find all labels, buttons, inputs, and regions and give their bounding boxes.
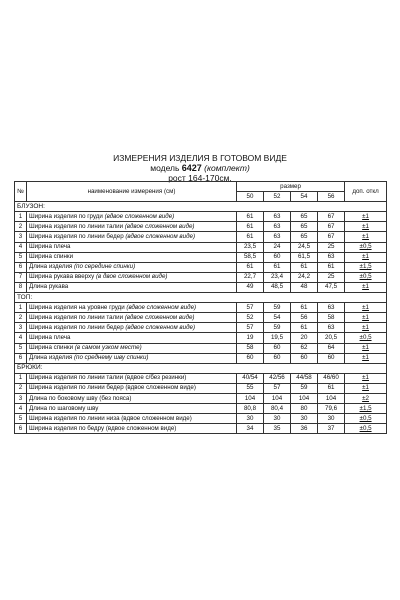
measurement-name (27, 353, 237, 363)
measurement-name (27, 242, 237, 252)
measurement-label: Ширина спинки (29, 253, 74, 261)
table-row (15, 252, 387, 262)
size-header: 56 (318, 192, 345, 202)
size-value: 80,4 (264, 404, 291, 414)
size-value: 49 (237, 282, 264, 292)
tolerance-value: ±0,5 (359, 243, 372, 251)
size-header: 52 (264, 192, 291, 202)
size-value: 44/58 (291, 373, 318, 383)
size-value: 42/56 (264, 373, 291, 383)
row-number: 1 (15, 212, 27, 222)
size-value: 80 (291, 404, 318, 414)
tolerance-cell (345, 252, 387, 262)
size-value: 22,7 (237, 272, 264, 282)
measurement-table (14, 181, 387, 434)
table-header-row (15, 182, 387, 192)
tolerance-value: ±1,5 (359, 404, 372, 412)
table-row (15, 313, 387, 323)
tolerance-value: ±0,5 (359, 414, 372, 422)
row-number: 5 (15, 414, 27, 424)
size-value: 79,6 (318, 404, 345, 414)
measurement-name (27, 252, 237, 262)
size-value: 47,5 (318, 282, 345, 292)
table-row (15, 343, 387, 353)
size-value: 54 (264, 313, 291, 323)
tolerance-cell (345, 232, 387, 242)
tolerance-cell (345, 242, 387, 252)
size-value: 48 (291, 282, 318, 292)
size-header: 54 (291, 192, 318, 202)
section-row (15, 202, 387, 212)
size-value: 104 (318, 393, 345, 403)
tolerance-value: ±0,5 (359, 424, 372, 432)
measurement-label: Ширина изделия по линии бедер (29, 233, 124, 241)
tolerance-value: ±0,5 (359, 273, 372, 281)
tolerance-cell (345, 323, 387, 333)
size-value: 61 (237, 232, 264, 242)
size-value: 61 (264, 262, 291, 272)
size-value: 67 (318, 222, 345, 232)
tolerance-cell (345, 262, 387, 272)
tolerance-value: ±1 (362, 253, 369, 261)
measurement-label: Ширина изделия по груди (29, 212, 103, 220)
measurement-note: (вдвое сложенном виде) (102, 212, 175, 220)
size-value: 36 (291, 424, 318, 434)
column-header-name: наименование измерения (см) (27, 182, 237, 202)
table-row (15, 272, 387, 282)
size-value: 61 (291, 323, 318, 333)
tolerance-value: ±1 (362, 344, 369, 352)
measurement-label: Длина по боковому шву (без пояса) (29, 394, 132, 402)
size-value: 56 (291, 313, 318, 323)
table-row (15, 353, 387, 363)
section-row (15, 363, 387, 373)
size-value: 57 (237, 303, 264, 313)
tolerance-cell (345, 282, 387, 292)
tolerance-value: ±1 (362, 283, 369, 291)
column-header-size: размер (237, 182, 345, 192)
section-title: ТОП: (15, 293, 387, 303)
size-value: 58 (237, 343, 264, 353)
size-value: 62 (291, 343, 318, 353)
row-number: 2 (15, 313, 27, 323)
measurement-label: Ширина изделия по линии низа (вдвое сложенном виде) (29, 414, 192, 422)
measurement-label: Ширина плеча (29, 333, 71, 341)
measurement-note: (в самом узком месте) (73, 344, 142, 352)
row-number: 4 (15, 333, 27, 343)
measurement-note: (вдвое сложенном виде) (123, 313, 195, 321)
size-value: 61 (318, 383, 345, 393)
size-value: 57 (237, 323, 264, 333)
measurement-label: Ширина изделия по линии талии (вдвое с/без резинки) (29, 374, 187, 382)
measurement-name (27, 262, 237, 272)
row-number: 7 (15, 272, 27, 282)
table-body (15, 202, 387, 434)
tolerance-value: ±0,5 (359, 333, 372, 341)
size-value: 61 (318, 262, 345, 272)
section-title: БРЮКИ: (15, 363, 387, 373)
measurement-name (27, 313, 237, 323)
size-value: 60 (264, 353, 291, 363)
model-note: (комплект) (201, 163, 250, 173)
measurement-label: Ширина плеча (29, 243, 71, 251)
row-number: 8 (15, 282, 27, 292)
size-value: 61,5 (291, 252, 318, 262)
size-value: 104 (237, 393, 264, 403)
measurement-name (27, 393, 237, 403)
document-title: ИЗМЕРЕНИЯ ИЗДЕЛИЯ В ГОТОВОМ ВИДЕ (113, 153, 287, 163)
size-value: 61 (291, 303, 318, 313)
section-row (15, 293, 387, 303)
size-value: 19,5 (264, 333, 291, 343)
tolerance-value: ±1 (362, 384, 369, 392)
tolerance-cell (345, 383, 387, 393)
table-row (15, 282, 387, 292)
measurement-label: Длина изделия (29, 354, 73, 362)
measurement-name (27, 333, 237, 343)
row-number: 1 (15, 303, 27, 313)
tolerance-value: ±1 (362, 354, 369, 362)
tolerance-cell (345, 212, 387, 222)
measurement-name (27, 404, 237, 414)
size-value: 30 (237, 414, 264, 424)
size-value: 64 (318, 343, 345, 353)
measurement-name (27, 414, 237, 424)
measurement-name (27, 222, 237, 232)
size-value: 40/54 (237, 373, 264, 383)
size-value: 24 (264, 242, 291, 252)
size-value: 63 (318, 303, 345, 313)
tolerance-value: ±1 (362, 313, 369, 321)
table-row (15, 242, 387, 252)
size-value: 63 (264, 232, 291, 242)
size-value: 104 (291, 393, 318, 403)
measurement-name (27, 424, 237, 434)
size-value: 63 (264, 222, 291, 232)
size-value: 80,8 (237, 404, 264, 414)
measurement-label: Ширина изделия по бедру (вдвое сложенном виде) (29, 424, 177, 432)
tolerance-cell (345, 353, 387, 363)
size-value: 58 (318, 313, 345, 323)
tolerance-value: ±1 (362, 212, 369, 220)
table-row (15, 303, 387, 313)
size-value: 60 (291, 353, 318, 363)
model-number: 6427 (181, 163, 202, 173)
row-number: 2 (15, 383, 27, 393)
size-value: 25 (318, 242, 345, 252)
size-value: 60 (264, 343, 291, 353)
size-value: 19 (237, 333, 264, 343)
size-value: 48,5 (264, 282, 291, 292)
row-number: 1 (15, 373, 27, 383)
size-header: 50 (237, 192, 264, 202)
table-row (15, 404, 387, 414)
height-line: рост 164-170см. (168, 173, 232, 183)
size-value: 104 (264, 393, 291, 403)
table-row (15, 222, 387, 232)
row-number: 3 (15, 393, 27, 403)
tolerance-cell (345, 303, 387, 313)
measurement-label: Ширина рукава вверху (29, 273, 95, 281)
measurement-label: Ширина спинки (29, 344, 74, 352)
size-value: 37 (318, 424, 345, 434)
table-row (15, 373, 387, 383)
measurement-name (27, 383, 237, 393)
size-value: 65 (291, 212, 318, 222)
tolerance-cell (345, 222, 387, 232)
row-number: 4 (15, 404, 27, 414)
row-number: 3 (15, 323, 27, 333)
measurement-name (27, 303, 237, 313)
size-value: 63 (318, 323, 345, 333)
measurement-name (27, 212, 237, 222)
tolerance-value: ±1 (362, 323, 369, 331)
tolerance-value: ±1 (362, 374, 369, 382)
row-number: 2 (15, 222, 27, 232)
measurement-note: (вдвое сложенном виде) (124, 303, 197, 311)
row-number: 6 (15, 353, 27, 363)
size-value: 65 (291, 232, 318, 242)
size-value: 46/60 (318, 373, 345, 383)
tolerance-cell (345, 373, 387, 383)
measurement-label: Ширина изделия по линии бедер (вдвое сложенном виде) (29, 384, 196, 392)
measurement-note: (вдвое сложенном виде) (123, 233, 196, 241)
tolerance-value: ±1 (362, 222, 369, 230)
tolerance-cell (345, 333, 387, 343)
row-number: 5 (15, 343, 27, 353)
size-value: 63 (318, 252, 345, 262)
table-row (15, 323, 387, 333)
table-row (15, 262, 387, 272)
measurement-label: Ширина изделия по линии талии (29, 313, 124, 321)
row-number: 3 (15, 232, 27, 242)
size-value: 59 (264, 323, 291, 333)
size-value: 30 (318, 414, 345, 424)
tolerance-cell (345, 414, 387, 424)
size-value: 67 (318, 232, 345, 242)
size-value: 23,4 (264, 272, 291, 282)
tolerance-value: ±1 (362, 233, 369, 241)
measurement-note: (в двое сложенном виде) (94, 273, 168, 281)
measurement-name (27, 272, 237, 282)
row-number: 6 (15, 424, 27, 434)
size-value: 61 (237, 212, 264, 222)
column-header-tolerance: доп. откл (345, 182, 387, 202)
table-row (15, 414, 387, 424)
size-value: 57 (264, 383, 291, 393)
tolerance-value: ±1 (362, 303, 369, 311)
measurement-name (27, 373, 237, 383)
size-value: 61 (237, 262, 264, 272)
size-value: 59 (264, 303, 291, 313)
size-value: 20,5 (318, 333, 345, 343)
size-value: 20 (291, 333, 318, 343)
size-value: 60 (318, 353, 345, 363)
size-value: 35 (264, 424, 291, 434)
section-title: БЛУЗОН: (15, 202, 387, 212)
tolerance-cell (345, 343, 387, 353)
measurement-label: Ширина изделия по линии талии (29, 222, 124, 230)
tolerance-cell (345, 404, 387, 414)
size-value: 30 (291, 414, 318, 424)
measurement-note: (вдвое сложенном виде) (123, 323, 196, 331)
measurement-name (27, 282, 237, 292)
measurement-note: (вдвое сложенном виде) (123, 222, 195, 230)
row-number: 6 (15, 262, 27, 272)
size-value: 58,5 (237, 252, 264, 262)
table-row (15, 232, 387, 242)
size-value: 23,5 (237, 242, 264, 252)
size-value: 59 (291, 383, 318, 393)
size-value: 61 (291, 262, 318, 272)
size-value: 55 (237, 383, 264, 393)
size-value: 30 (264, 414, 291, 424)
measurement-name (27, 343, 237, 353)
size-value: 24,2 (291, 272, 318, 282)
measurement-label: Длина рукава (29, 283, 69, 291)
measurement-label: Ширина изделия по линии бедер (29, 323, 124, 331)
size-value: 52 (237, 313, 264, 323)
tolerance-cell (345, 424, 387, 434)
table-row (15, 393, 387, 403)
table-row (15, 212, 387, 222)
size-value: 67 (318, 212, 345, 222)
model-line: модель 6427 (комплект) (150, 163, 250, 173)
row-number: 5 (15, 252, 27, 262)
measurement-label: Ширина изделия на уровне груди (29, 303, 125, 311)
measurement-note: (по среднему шву спинки) (72, 354, 149, 362)
table-row (15, 333, 387, 343)
tolerance-cell (345, 313, 387, 323)
measurement-label: Длина изделия (29, 263, 73, 271)
row-number: 4 (15, 242, 27, 252)
size-value: 24,5 (291, 242, 318, 252)
size-value: 60 (237, 353, 264, 363)
size-value: 61 (237, 222, 264, 232)
document-header (0, 153, 400, 183)
measurement-name (27, 232, 237, 242)
size-value: 25 (318, 272, 345, 282)
size-value: 60 (264, 252, 291, 262)
tolerance-cell (345, 393, 387, 403)
table-row (15, 424, 387, 434)
size-value: 63 (264, 212, 291, 222)
column-header-number: № (15, 182, 27, 202)
size-value: 34 (237, 424, 264, 434)
tolerance-value: ±1,5 (359, 263, 372, 271)
table-row (15, 383, 387, 393)
measurement-label: Длина по шаговому шву (29, 404, 99, 412)
measurement-name (27, 323, 237, 333)
tolerance-cell (345, 272, 387, 282)
size-value: 65 (291, 222, 318, 232)
measurement-note: (по середине спинки) (72, 263, 136, 271)
tolerance-value: ±2 (362, 394, 369, 402)
